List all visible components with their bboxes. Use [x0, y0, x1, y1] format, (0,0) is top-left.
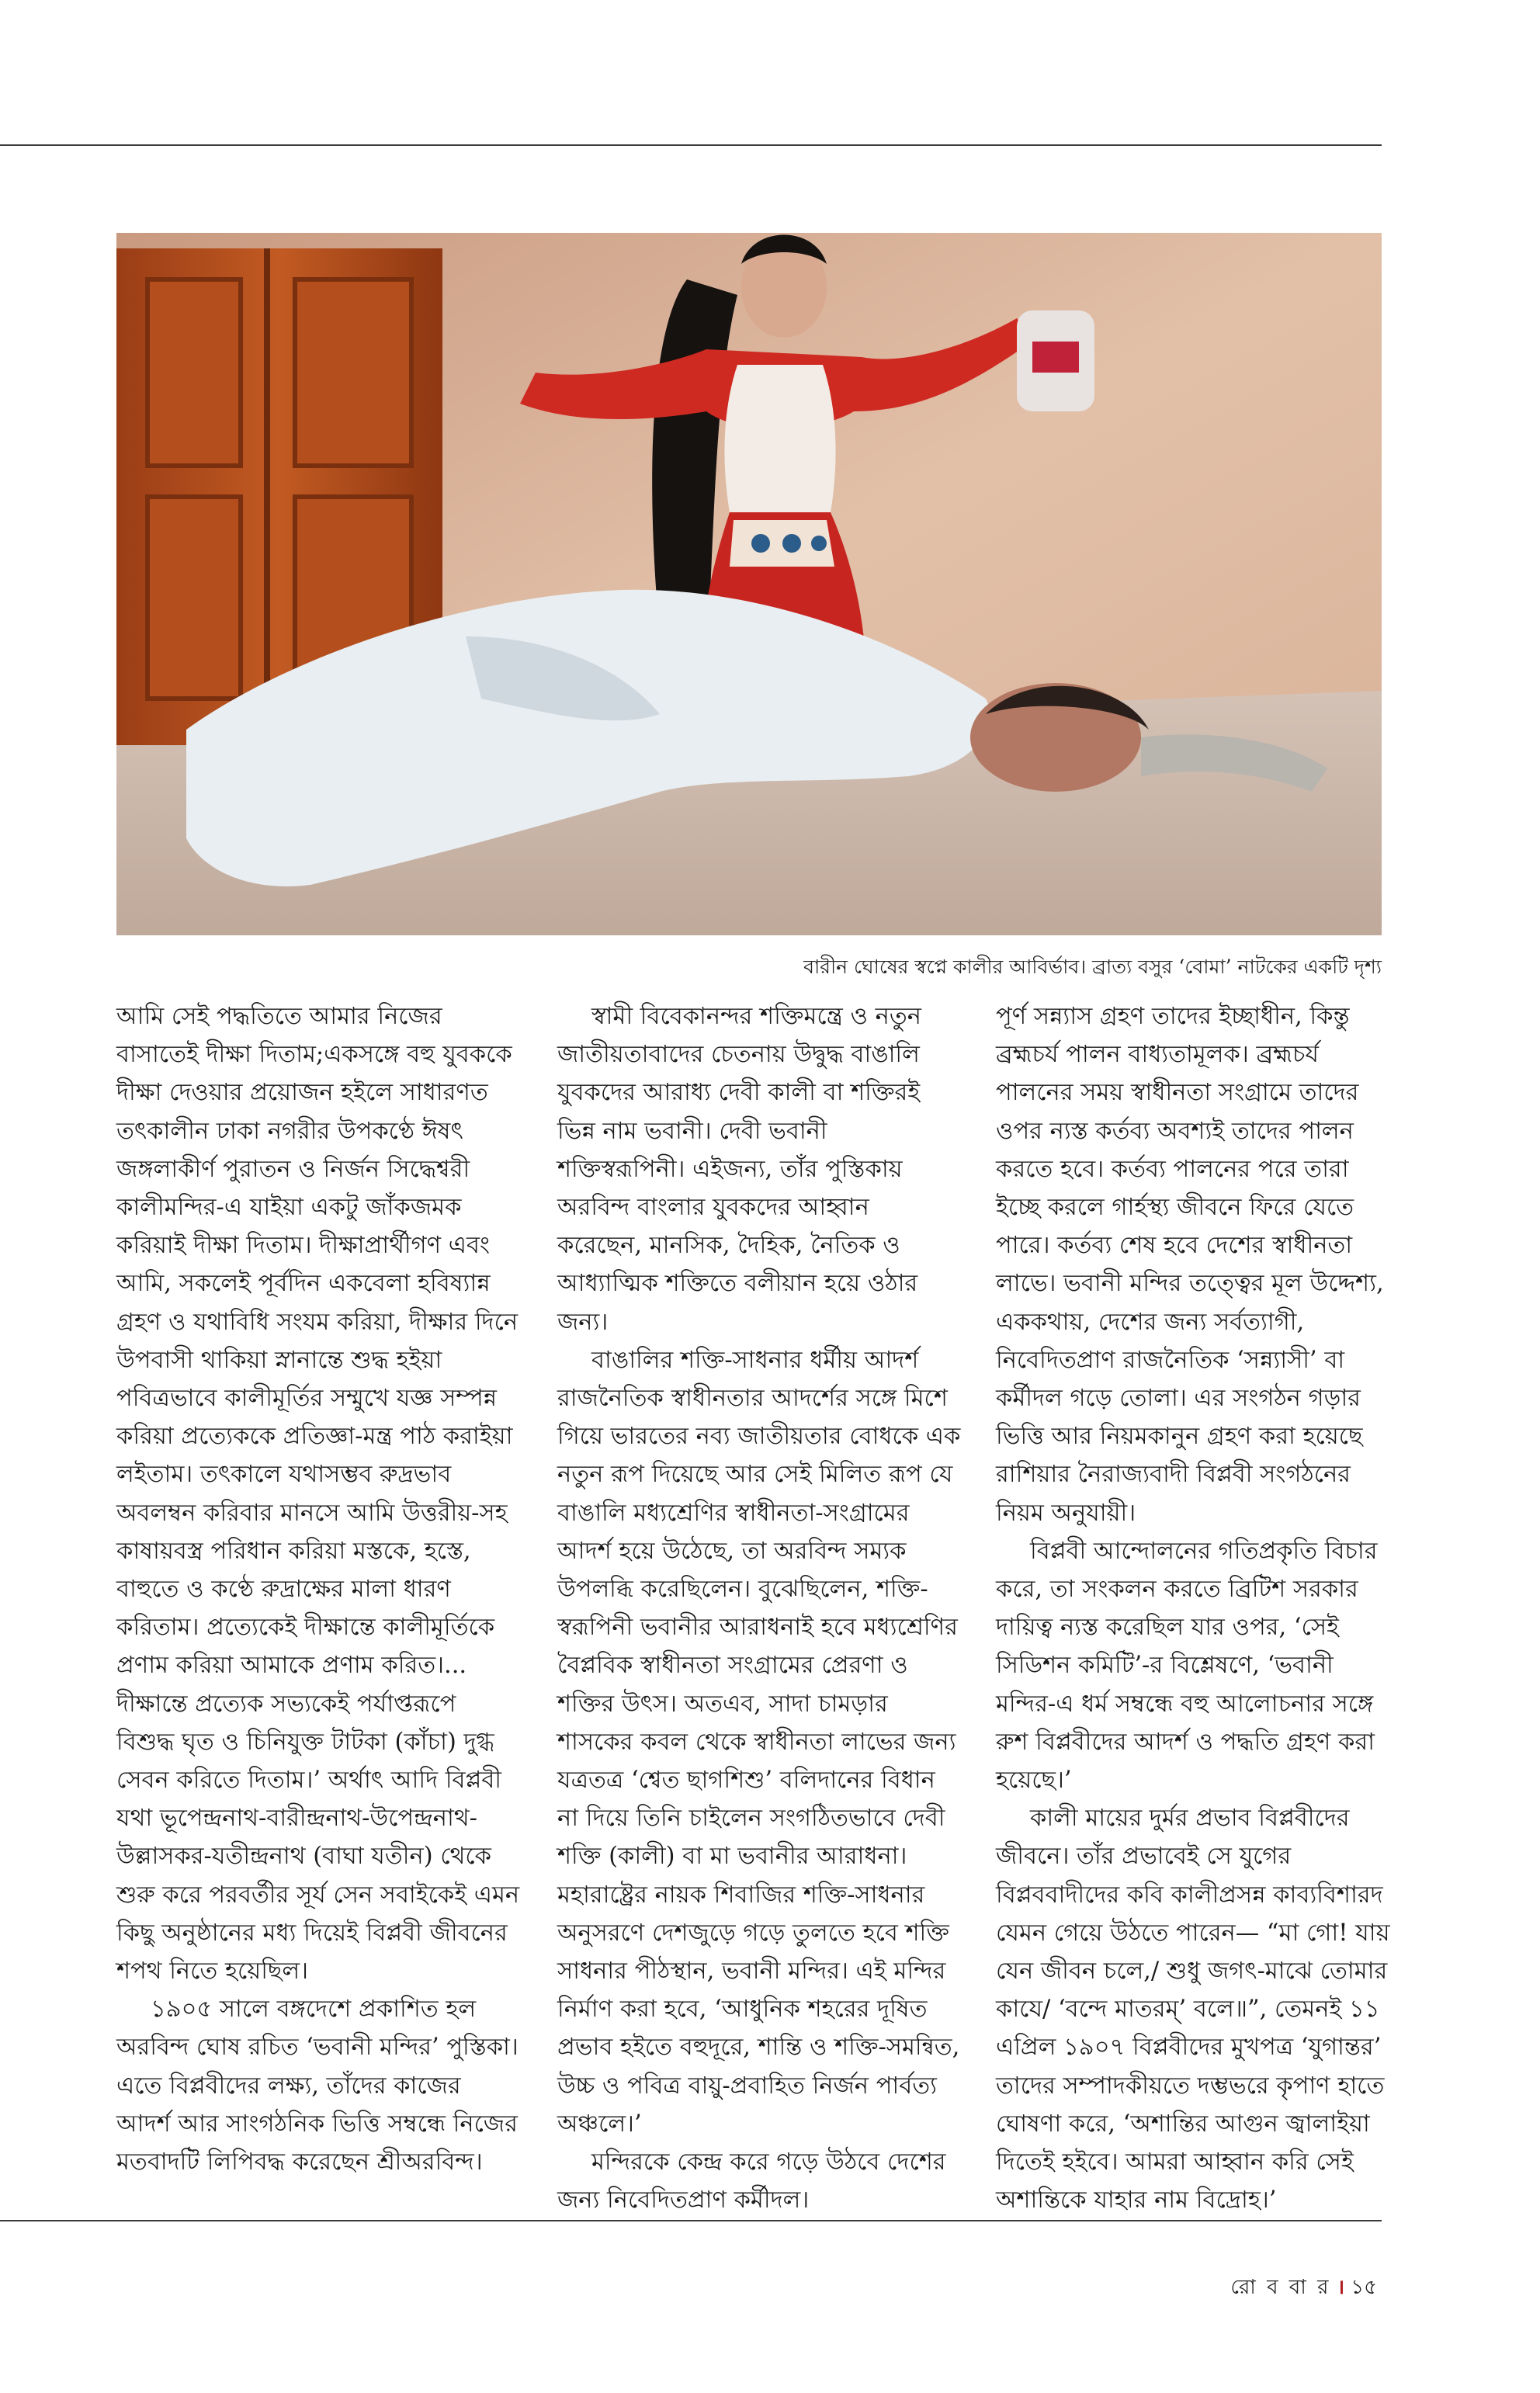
magazine-name: রো ব বা র	[1230, 2276, 1331, 2299]
text-column-2	[557, 997, 961, 2220]
paragraph: বিপ্লবী আন্দোলনের গতিপ্রকৃতি বিচার করে, তা সংকলন করতে ব্রিটিশ সরকার দায়িত্ব ন্যস্ত করেছিল যার ওপর, ‘সেই সিডিশন কমিটি’-র বিশ্লেষণে, ‘ভবানী মন্দির-এ ধর্ম সম্বন্ধে বহু আলোচনার সঙ্গে রুশ বিপ্লবীদের আদর্শ ও পদ্ধতি গ্রহণ করা হয়েছে।’	[996, 1537, 1378, 1795]
page-footer	[1230, 2271, 1377, 2305]
footer-separator: ।	[1337, 2276, 1345, 2299]
page-number: ১৫	[1351, 2276, 1377, 2299]
stage-scene-photo	[116, 233, 1382, 935]
photo-caption: বারীন ঘোষের স্বপ্নে কালীর আবির্ভাব। ব্রাত্য বসুর ‘বোমা’ নাটকের একটি দৃশ্য	[803, 955, 1382, 978]
paragraph: মন্দিরকে কেন্দ্র করে গড়ে উঠবে দেশের জন্য নিবেদিতপ্রাণ কর্মীদল।	[557, 2148, 946, 2214]
paragraph: স্বামী বিবেকানন্দর শক্তিমন্ত্রে ও নতুন জাতীয়তাবাদের চেতনায় উদ্বুদ্ধ বাঙালি যুবকদের আরাধ্য দেবী কালী বা শক্তিরই ভিন্ন নাম ভবানী। দেবী ভবানী শক্তিস্বরূপিনী। এইজন্য, তাঁর পুস্তিকায় অরবিন্দ বাংলার যুবকদের আহ্বান করেছেন, মানসিক, দৈহিক, নৈতিক ও আধ্যাত্মিক শক্তিতে বলীয়ান হয়ে ওঠার জন্য।	[557, 1003, 921, 1336]
top-rule	[0, 144, 1382, 146]
text-column-3	[996, 997, 1400, 2220]
paragraph: বাঙালির শক্তি-সাধনার ধর্মীয় আদর্শ রাজনৈতিক স্বাধীনতার আদর্শের সঙ্গে মিশে গিয়ে ভারতের নব্য জাতীয়তার বোধকে এক নতুন রূপ দিয়েছে আর সেই মিলিত রূপ যে বাঙালি মধ্যশ্রেণির স্বাধীনতা-সংগ্রামের আদর্শ হয়ে উঠেছে, তা অরবিন্দ সম্যক উপলব্ধি করেছিলেন। বুঝেছিলেন, শক্তি-স্বরূপিনী ভবানীর আরাধনাই হবে মধ্যশ্রেণির বৈপ্লবিক স্বাধীনতা সংগ্রামের প্রেরণা ও শক্তির উৎস। অতএব, সাদা চামড়ার শাসকের কবল থেকে স্বাধীনতা লাভের জন্য যত্রতত্র ‘শ্বেত ছাগশিশু’ বলিদানের বিধান না দিয়ে তিনি চাইলেন সংগঠিতভাবে দেবী শক্তি (কালী) বা মা ভবানীর আরাধনা। মহারাষ্ট্রের নায়ক শিবাজির শক্তি-সাধনার অনুসরণে দেশজুড়ে গড়ে তুলতে হবে শক্তি সাধনার পীঠস্থান, ভবানী মন্দির। এই মন্দির নির্মাণ করা হবে, ‘আধুনিক শহরের দূষিত প্রভাব হইতে বহুদূরে, শান্তি ও শক্তি-সমন্বিত, উচ্চ ও পবিত্র বায়ু-প্রবাহিত নির্জন পার্বত্য অঞ্চলে।’	[557, 1346, 961, 2138]
paragraph: আমি সেই পদ্ধতিতে আমার নিজের বাসাতেই দীক্ষা দিতাম;একসঙ্গে বহু যুবককে দীক্ষা দেওয়ার প্রয়োজন হইলে সাধারণত তৎকালীন ঢাকা নগরীর উপকণ্ঠে ঈষৎ জঙ্গলাকীর্ণ পুরাতন ও নির্জন সিদ্ধেশ্বরী কালীমন্দির-এ যাইয়া একটু জাঁকজমক করিয়াই দীক্ষা দিতাম। দীক্ষাপ্রার্থীগণ এবং আমি, সকলেই পূর্বদিন একবেলা হবিষ্যান্ন গ্রহণ ও যথাবিধি সংযম করিয়া, দীক্ষার দিনে উপবাসী থাকিয়া স্নানান্তে শুদ্ধ হইয়া পবিত্রভাবে কালীমূর্তির সম্মুখে যজ্ঞ সম্পন্ন করিয়া প্রত্যেককে প্রতিজ্ঞা-মন্ত্র পাঠ করাইয়া লইতাম। তৎকালে যথাসম্ভব রুদ্রভাব অবলম্বন করিবার মানসে আমি উত্তরীয়-সহ কাষায়বস্ত্র পরিধান করিয়া মস্তকে, হস্তে, বাহুতে ও কণ্ঠে রুদ্রাক্ষের মালা ধারণ করিতাম। প্রত্যেকেই দীক্ষান্তে কালীমূর্তিকে প্রণাম করিয়া আমাকে প্রণাম করিত।... দীক্ষান্তে প্রত্যেক সভ্যকেই পর্যাপ্তরূপে বিশুদ্ধ ঘৃত ও চিনিযুক্ত টাটকা (কাঁচা) দুগ্ধ সেবন করিতে দিতাম।’ অর্থাৎ আদি বিপ্লবী যথা ভূপেন্দ্রনাথ-বারীন্দ্রনাথ-উপেন্দ্রনাথ-উল্লাসকর-যতীন্দ্রনাথ (বাঘা যতীন) থেকে শুরু করে পরবর্তীর সূর্য সেন সবাইকেই এমন কিছু অনুষ্ঠানের মধ্য দিয়েই বিপ্লবী জীবনের শপথ নিতে হয়েছিল।	[116, 1003, 520, 1985]
paragraph: ১৯০৫ সালে বঙ্গদেশে প্রকাশিত হল অরবিন্দ ঘোষ রচিত ‘ভবানী মন্দির’ পুস্তিকা। এতে বিপ্লবীদের লক্ষ্য, তাঁদের কাজের আদর্শ আর সাংগঠনিক ভিত্তি সম্বন্ধে নিজের মতবাদটি লিপিবদ্ধ করেছেন শ্রীঅরবিন্দ।	[116, 1996, 519, 2176]
bottom-rule	[0, 2220, 1382, 2221]
text-column-1	[116, 997, 520, 2181]
paragraph: পূর্ণ সন্ন্যাস গ্রহণ তাদের ইচ্ছাধীন, কিন্তু ব্রহ্মচর্য পালন বাধ্যতামূলক। ব্রহ্মচর্য পালনের সময় স্বাধীনতা সংগ্রামে তাদের ওপর ন্যস্ত কর্তব্য অবশ্যই তাদের পালন করতে হবে। কর্তব্য পালনের পরে তারা ইচ্ছে করলে গার্হস্থ্য জীবনে ফিরে যেতে পারে। কর্তব্য শেষ হবে দেশের স্বাধীনতা লাভে। ভবানী মন্দির তত্ত্বের মূল উদ্দেশ্য, এককথায়, দেশের জন্য সর্বত্যাগী, নিবেদিতপ্রাণ রাজনৈতিক ‘সন্ন্যাসী’ বা কর্মীদল গড়ে তোলা। এর সংগঠন গড়ার ভিত্তি আর নিয়মকানুন গ্রহণ করা হয়েছে রাশিয়ার নৈরাজ্যবাদী বিপ্লবী সংগঠনের নিয়ম অনুযায়ী।	[996, 1003, 1384, 1527]
paragraph: কালী মায়ের দুর্মর প্রভাব বিপ্লবীদের জীবনে। তাঁর প্রভাবেই সে যুগের বিপ্লববাদীদের কবি কালীপ্রসন্ন কাব্যবিশারদ যেমন গেয়ে উঠতে পারেন— “মা গো! যায় যেন জীবন চলে,/ শুধু জগৎ-মাঝে তোমার কাযে/ ‘বন্দে মাতরম্’ বলে॥”, তেমনই ১১ এপ্রিল ১৯০৭ বিপ্লবীদের মুখপত্র ‘যুগান্তর’ তাদের সম্পাদকীয়তে দম্ভভরে কৃপাণ হাতে ঘোষণা করে, ‘অশান্তির আগুন জ্বালাইয়া দিতেই হইবে। আমরা আহ্বান করি সেই অশান্তিকে যাহার নাম বিদ্রোহ।’	[996, 1805, 1390, 2214]
